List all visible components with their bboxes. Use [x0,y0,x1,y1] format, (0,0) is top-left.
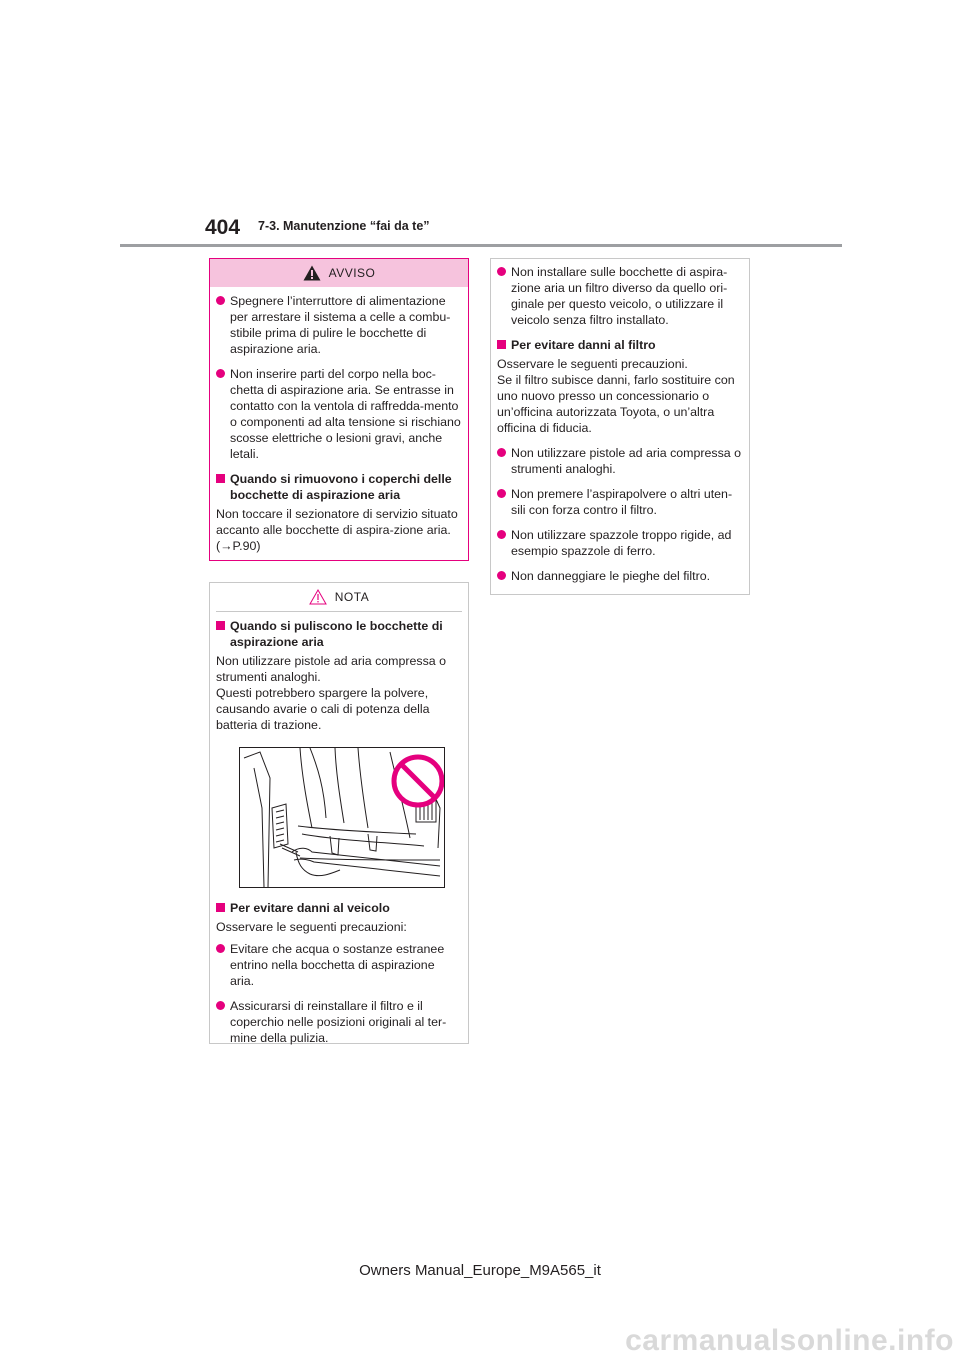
note-box-title [210,583,468,611]
note-subheading-1-text: Quando si puliscono le bocchette di aspirazione aria [230,619,443,649]
page-number: 404 [205,216,241,239]
note-bullet-2-text: Assicurarsi di reinstallare il filtro e il coperchio nelle posizioni originali al ter-mine della pulizia. [230,999,447,1045]
right-bullet-1 [497,264,743,328]
bullet-dot-icon [216,369,225,378]
note-box-title-text: NOTA [334,590,370,604]
right-bullet-2-text: Non utilizzare pistole ad aria compressa o strumenti analoghi. [511,446,742,476]
rear-seat-cleaning-drawing [240,748,444,887]
bullet-dot-icon [497,530,506,539]
right-subheading [497,337,743,353]
bullet-square-icon [216,474,225,483]
warning-bullet-2 [216,366,462,462]
bullet-dot-icon [497,489,506,498]
warning-box [209,258,469,561]
warning-bullet-1 [216,293,462,357]
right-subheading-text: Per evitare danni al filtro [511,338,656,352]
warning-bullet-2-text: Non inserire parti del corpo nella boc-chetta di aspirazione aria. Se entrasse in contatto con la ventola di raffredda-mento o componenti ad alta tensione si rischiano scosse elettriche o lesioni gravi, anche letali. [230,367,461,461]
warning-paragraph: Non toccare il sezionatore di servizio situato accanto alle bocchette di aspira-zione aria. (→P.90) [216,507,458,553]
right-bullet-4 [497,527,743,559]
right-paragraph: Osservare le seguenti precauzioni. Se il filtro subisce danni, farlo sostituire con uno nuovo presso un concessionario o un’officina autorizzata Toyota, o un’altra officina di fiducia. [497,357,735,435]
right-bullet-2 [497,445,743,477]
note-bullet-1 [216,941,462,989]
warning-box-title [210,259,468,287]
bullet-square-icon [497,340,506,349]
right-bullet-5-text: Non danneggiare le pieghe del filtro. [511,569,711,583]
warning-box-title-text: AVVISO [328,266,376,280]
bullet-dot-icon [497,448,506,457]
caution-triangle-outline-icon [309,589,327,605]
warning-subheading [216,471,462,503]
bullet-dot-icon [497,267,506,276]
bullet-dot-icon [216,944,225,953]
bullet-square-icon [216,621,225,630]
section-title: 7-3. Manutenzione “fai da te” [258,219,430,233]
vehicle-seat-illustration [239,747,445,888]
right-bullet-3 [497,486,743,518]
continued-note-box [490,258,750,595]
note-box [209,582,469,1044]
bullet-square-icon [216,903,225,912]
bullet-dot-icon [216,1001,225,1010]
warning-bullet-1-text: Spegnere l’interruttore di alimentazione per arrestare il sistema a celle a combu-stibile prima di pulire le bocchette di aspirazione aria. [230,294,451,356]
watermark[interactable]: carmanualsonline.info [625,1324,954,1357]
note-subheading-1 [216,618,462,650]
note-paragraph-2: Osservare le seguenti precauzioni: [216,920,407,934]
note-subheading-2-text: Per evitare danni al veicolo [230,901,390,915]
right-bullet-5 [497,568,743,584]
right-bullet-1-text: Non installare sulle bocchette di aspira-zione aria un filtro diverso da quello ori-ginale per questo veicolo, o utilizzare il veicolo senza filtro installato. [511,265,728,327]
note-bullet-2 [216,998,462,1046]
bullet-dot-icon [497,571,506,580]
right-bullet-4-text: Non utilizzare spazzole troppo rigide, ad esempio spazzole di ferro. [511,528,732,558]
warning-subheading-text: Quando si rimuovono i coperchi delle bocchette di aspirazione aria [230,472,452,502]
bullet-dot-icon [216,296,225,305]
header-rule [120,244,842,247]
warning-triangle-icon [303,265,321,281]
footer-text: Owners Manual_Europe_M9A565_it [359,1262,601,1279]
prohibition-icon [394,757,442,805]
note-paragraph-1: Non utilizzare pistole ad aria compressa o strumenti analoghi. Questi potrebbero spargere la polvere, causando avarie o cali di potenza della batteria di trazione. [216,654,447,732]
note-subheading-2 [216,900,462,916]
right-bullet-3-text: Non premere l’aspirapolvere o altri uten-sili con forza contro il filtro. [511,487,733,517]
note-bullet-1-text: Evitare che acqua o sostanze estranee entrino nella bocchetta di aspirazione aria. [230,942,445,988]
